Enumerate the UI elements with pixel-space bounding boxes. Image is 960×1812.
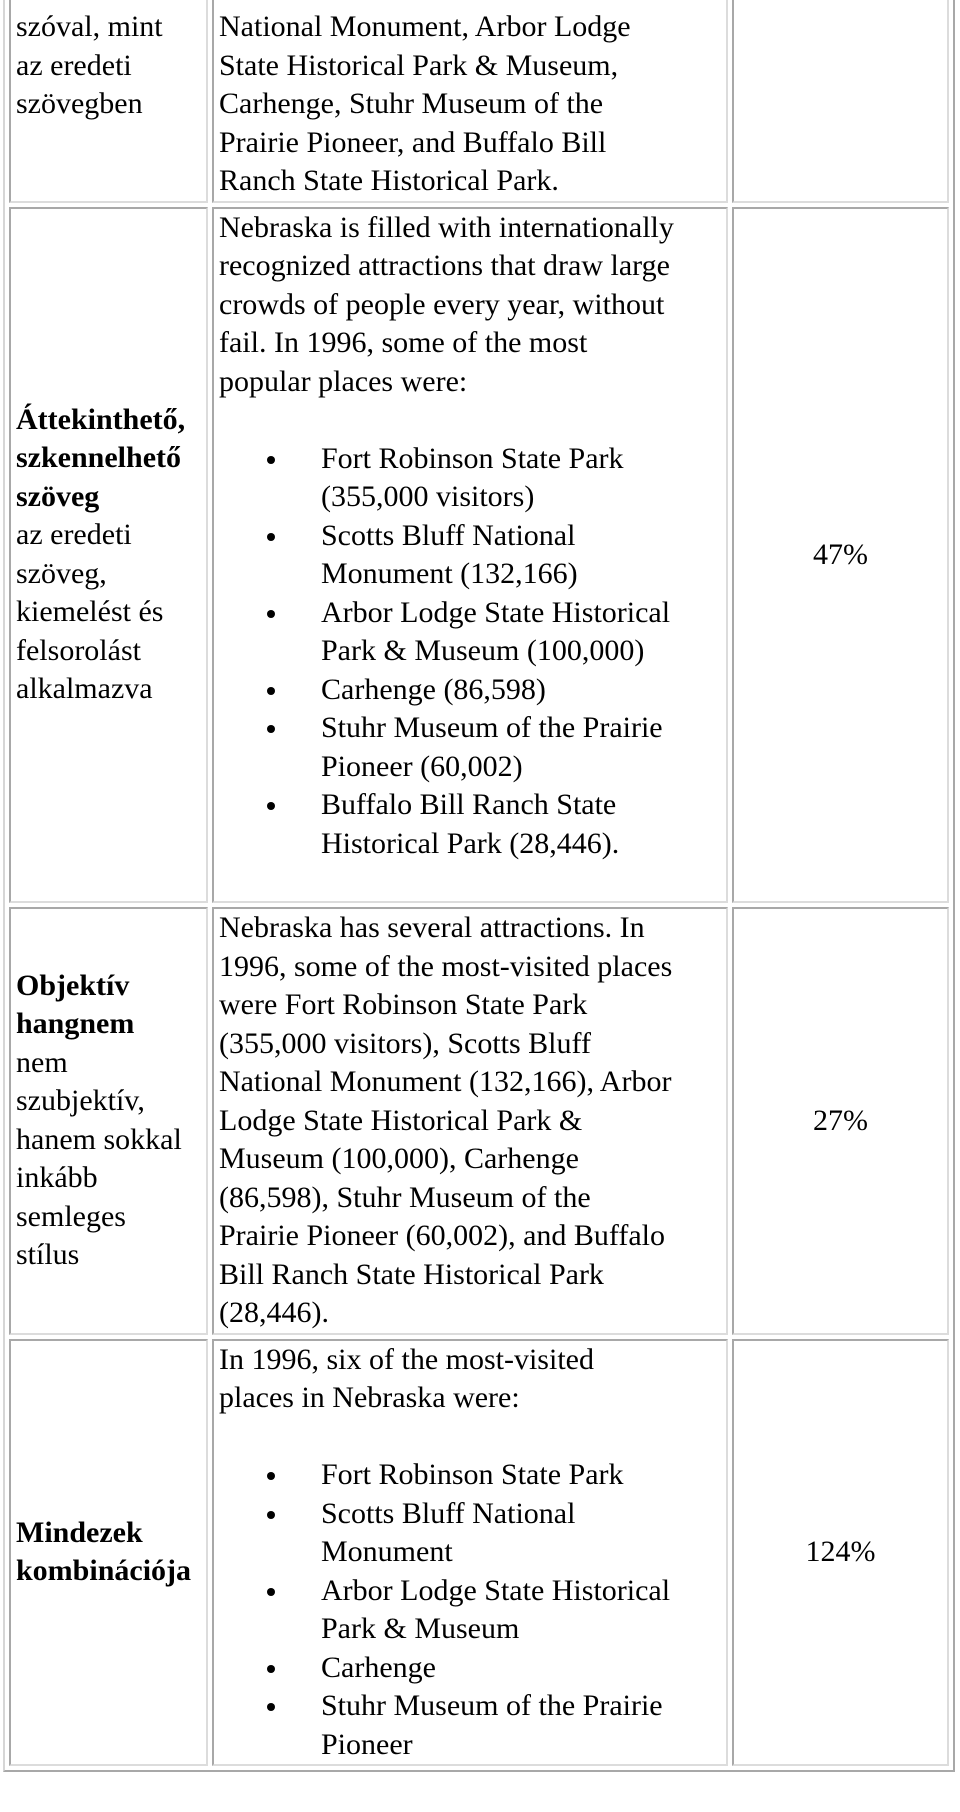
text-line: Nebraska has several attractions. In: [219, 911, 645, 944]
text-line: 1996, some of the most-visited places: [219, 949, 673, 983]
text-line: National Monument (132,166), Arbor: [219, 1065, 672, 1098]
attractions-list: [219, 1456, 721, 1764]
text-line: Prairie Pioneer (60,002), and Buffalo: [219, 1219, 666, 1252]
label-line: nem: [16, 1045, 68, 1079]
list-item: [219, 709, 721, 786]
label-line: kiemelést és: [16, 595, 164, 629]
sample-text-cell: [212, 907, 728, 1335]
sample-text-cell: [212, 1339, 728, 1767]
label-line: stílus: [16, 1238, 80, 1272]
text-line: Museum (100,000), Carhenge: [219, 1142, 579, 1175]
list-item: [219, 1456, 721, 1495]
text-line: In 1996, six of the most-visited: [219, 1342, 594, 1376]
label-line: az eredeti: [16, 518, 132, 552]
label-line: alkalmazva: [16, 672, 153, 706]
list-item: [219, 440, 721, 517]
list-item: [219, 671, 721, 710]
list-item-line: Pioneer: [321, 1727, 413, 1761]
table-row: [9, 0, 949, 203]
usability-percent: 124%: [805, 1535, 876, 1568]
list-item-line: Scotts Bluff National: [321, 518, 576, 552]
list-item-line: Buffalo Bill Ranch State: [321, 788, 617, 821]
percent-cell: [732, 207, 949, 904]
label-title-line: kombinációja: [16, 1554, 192, 1588]
list-item-line: (355,000 visitors): [321, 480, 535, 513]
label-title-line: Áttekinthető,: [16, 402, 186, 436]
label-line: szóval, mint: [16, 10, 163, 43]
usability-percent: 47%: [813, 537, 868, 571]
text-line: (28,446).: [219, 1296, 329, 1329]
text-line: crowds of people every year, without: [219, 287, 665, 321]
list-item: [219, 1495, 721, 1572]
list-item-line: Fort Robinson State Park: [321, 441, 624, 475]
list-item-line: Monument (132,166): [321, 557, 578, 590]
label-title-line: Objektív: [16, 968, 130, 1002]
text-line: Carhenge, Stuhr Museum of the: [219, 87, 604, 120]
percent-cell: [732, 1339, 949, 1767]
text-line: Ranch State Historical Park.: [219, 164, 559, 197]
label-line: inkább: [16, 1161, 98, 1195]
label-line: hanem sokkal: [16, 1122, 182, 1156]
text-line: recognized attractions that draw large: [219, 249, 670, 282]
text-line: (86,598), Stuhr Museum of the: [219, 1180, 591, 1214]
sample-text-cell: [212, 207, 728, 904]
list-item-line: Stuhr Museum of the Prairie: [321, 1689, 663, 1722]
label-line: az eredeti: [16, 48, 132, 82]
list-item-line: Fort Robinson State Park: [321, 1458, 624, 1491]
label-title-line: szöveg: [16, 479, 100, 513]
label-line: felsorolást: [16, 633, 141, 667]
list-item: [219, 517, 721, 594]
row-label-cell: [9, 207, 208, 904]
list-item-line: Arbor Lodge State Historical: [321, 1573, 671, 1607]
text-line: Lodge State Historical Park &: [219, 1103, 583, 1137]
usability-comparison-table: [3, 0, 955, 1772]
list-item-line: Stuhr Museum of the Prairie: [321, 711, 663, 744]
list-item-line: Park & Museum: [321, 1612, 520, 1645]
label-title-line: szkennelhető: [16, 441, 181, 475]
row-label-cell: [9, 0, 208, 203]
label-line: szövegben: [16, 87, 143, 120]
list-item-line: Pioneer (60,002): [321, 749, 523, 783]
table-row: [9, 207, 949, 904]
text-line: were Fort Robinson State Park: [219, 988, 588, 1021]
label-title-line: Mindezek: [16, 1515, 143, 1549]
list-item: [219, 1687, 721, 1764]
list-item: [219, 1649, 721, 1688]
list-item-line: Park & Museum (100,000): [321, 634, 645, 667]
text-line: National Monument, Arbor Lodge: [219, 10, 631, 43]
text-line: popular places were:: [219, 364, 468, 398]
list-item: [219, 1572, 721, 1649]
list-item: [219, 786, 721, 863]
row-label-cell: [9, 1339, 208, 1767]
label-line: szubjektív,: [16, 1084, 145, 1118]
list-item-line: Carhenge: [321, 1650, 436, 1684]
usability-percent: 27%: [813, 1103, 868, 1137]
row-label-cell: [9, 907, 208, 1335]
label-line: szöveg,: [16, 556, 107, 590]
text-line: Prairie Pioneer, and Buffalo Bill: [219, 125, 607, 159]
list-item-line: Monument: [321, 1535, 453, 1568]
text-line: Nebraska is filled with internationally: [219, 210, 674, 244]
text-line: Bill Ranch State Historical Park: [219, 1257, 604, 1291]
text-line: State Historical Park & Museum,: [219, 48, 619, 82]
label-line: semleges: [16, 1199, 126, 1233]
text-line: places in Nebraska were:: [219, 1381, 520, 1414]
text-line: fail. In 1996, some of the most: [219, 326, 588, 359]
percent-cell: [732, 907, 949, 1335]
list-item-line: Arbor Lodge State Historical: [321, 595, 671, 629]
label-title-line: hangnem: [16, 1007, 135, 1041]
attractions-list: [219, 440, 721, 864]
text-line: (355,000 visitors), Scotts Bluff: [219, 1026, 591, 1060]
percent-cell: [732, 0, 949, 203]
list-item-line: Scotts Bluff National: [321, 1496, 576, 1530]
list-item-line: Historical Park (28,446).: [321, 826, 620, 860]
sample-text-cell: [212, 0, 728, 203]
table-row: [9, 907, 949, 1335]
list-item-line: Carhenge (86,598): [321, 672, 546, 706]
table-row: [9, 1339, 949, 1767]
list-item: [219, 594, 721, 671]
